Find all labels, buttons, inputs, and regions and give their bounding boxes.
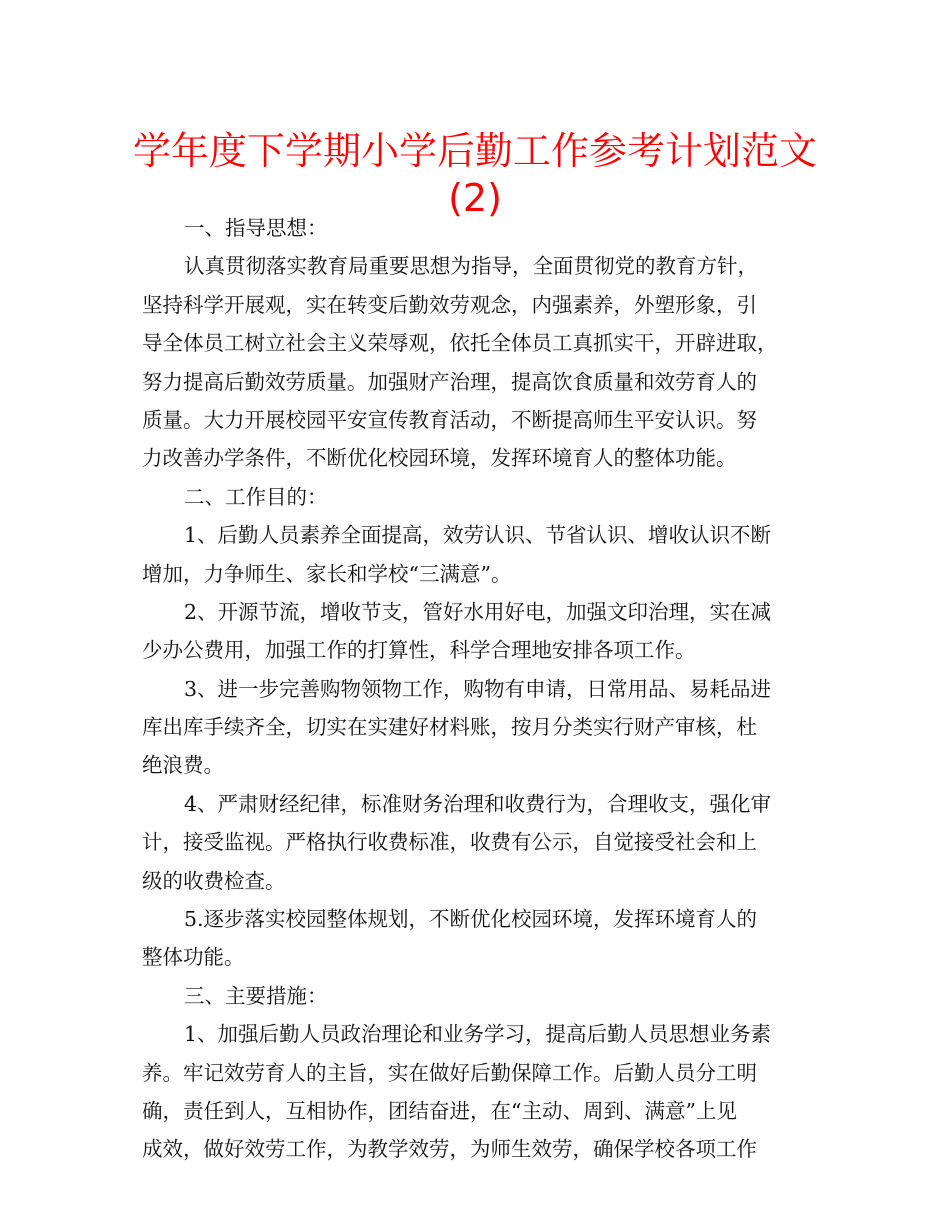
paragraph-line: 坚持科学开展观，实在转变后勤效劳观念，内强素养，外塑形象，引 — [142, 292, 757, 317]
paragraph-line: 努力提高后勤效劳质量。加强财产治理，提高饮食质量和效劳育人的 — [142, 369, 757, 394]
paragraph-line: 养。牢记效劳育人的主旨，实在做好后勤保障工作。后勤人员分工明 — [142, 1060, 757, 1085]
paragraph-line: 5.逐步落实校园整体规划，不断优化校园环境，发挥环境育人的 — [184, 907, 758, 932]
section-heading-work-goals: 二、工作目的： — [184, 484, 328, 509]
section-heading-guiding-ideology: 一、指导思想： — [184, 216, 328, 240]
document-title-line-1: 学年度下学期小学后勤工作参考计划范文 — [132, 129, 817, 173]
paragraph-line: 库出库手续齐全，切实在实建好材料账，按月分类实行财产审核，杜 — [142, 715, 757, 740]
paragraph-line: 少办公费用，加强工作的打算性，科学合理地安排各项工作。 — [142, 638, 696, 663]
paragraph-line: 力改善办学条件，不断优化校园环境，发挥环境育人的整体功能。 — [142, 446, 737, 471]
paragraph-line: 1、加强后勤人员政治理论和业务学习，提高后勤人员思想业务素 — [184, 1022, 772, 1047]
paragraph-line: 3、进一步完善购物领物工作，购物有申请，日常用品、易耗品进 — [184, 676, 772, 701]
section-heading-main-measures: 三、主要措施： — [184, 983, 328, 1008]
document-body — [142, 209, 814, 1169]
paragraph-line: 导全体员工树立社会主义荣辱观，依托全体员工真抓实干，开辟进取， — [142, 331, 778, 356]
paragraph-line: 认真贯彻落实教育局重要思想为指导，全面贯彻党的教育方针， — [184, 254, 758, 279]
document-title-line-2: (2) — [448, 176, 502, 220]
paragraph-line: 4、严肃财经纪律，标准财务治理和收费行为，合理收支，强化审 — [184, 791, 772, 816]
paragraph-line: 绝浪费。 — [142, 753, 224, 778]
paragraph-line: 2、开源节流，增收节支，管好水用好电，加强文印治理，实在减 — [184, 599, 772, 624]
paragraph-line: 质量。大力开展校园平安宣传教育活动，不断提高师生平安认识。努 — [142, 407, 757, 432]
paragraph-line: 计，接受监视。严格执行收费标准，收费有公示，自觉接受社会和上 — [142, 830, 757, 855]
paragraph-line: 成效，做好效劳工作，为教学效劳，为师生效劳，确保学校各项工作 — [142, 1137, 757, 1162]
paragraph-line: 级的收费检查。 — [142, 868, 286, 893]
paragraph-line: 增加，力争师生、家长和学校“三满意”。 — [142, 561, 512, 586]
paragraph-line: 整体功能。 — [142, 945, 245, 970]
paragraph-line: 确，责任到人，互相协作，团结奋进，在“主动、周到、满意”上见 — [142, 1098, 737, 1123]
paragraph-line: 1、后勤人员素养全面提高，效劳认识、节省认识、增收认识不断 — [184, 523, 772, 548]
